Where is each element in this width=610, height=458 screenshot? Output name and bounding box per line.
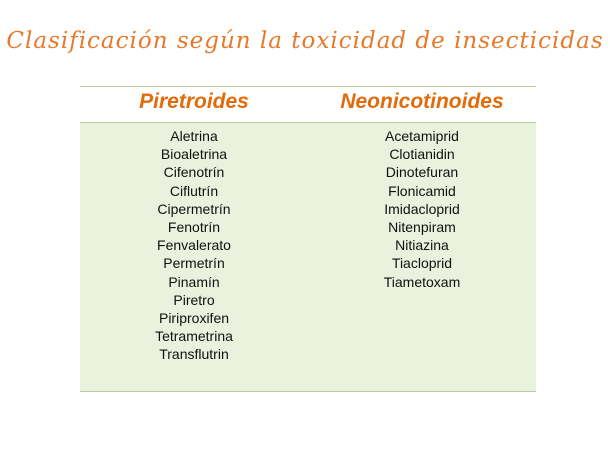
list-item: Transflutrin bbox=[159, 346, 229, 363]
list-item: Nitiazina bbox=[395, 237, 449, 254]
list-item: Aletrina bbox=[170, 128, 218, 144]
list-item: Piretro bbox=[173, 291, 215, 308]
column-header-neonicotinoides: Neonicotinoides bbox=[340, 90, 504, 113]
list-item: Ciflutrín bbox=[169, 182, 219, 199]
neonicotinoides-list bbox=[308, 127, 536, 291]
list-item: Cipermetrín bbox=[157, 200, 231, 217]
list-item: Permetrín bbox=[163, 255, 225, 272]
column-header-piretroides: Piretroides bbox=[139, 90, 249, 113]
list-item: Imidacloprid bbox=[384, 200, 460, 217]
list-item: Pinamín bbox=[168, 273, 220, 290]
list-item: Tiacloprid bbox=[391, 255, 453, 272]
list-item: Nitenpiram bbox=[388, 219, 456, 236]
table-header-row bbox=[80, 86, 536, 123]
list-item: Fenvalerato bbox=[157, 237, 231, 254]
list-item: Flonicamid bbox=[388, 182, 456, 199]
list-item: Bioaletrina bbox=[160, 146, 228, 163]
list-item: Fenotrín bbox=[167, 219, 221, 236]
list-item: Dinotefuran bbox=[385, 164, 459, 181]
list-item: Cifenotrín bbox=[163, 164, 225, 181]
page-title: Clasificación según la toxicidad de insecticidas bbox=[6, 28, 604, 54]
list-item: Piriproxifen bbox=[158, 310, 230, 327]
table-body bbox=[80, 123, 536, 392]
piretroides-list bbox=[80, 127, 308, 364]
list-item: Clotianidin bbox=[389, 146, 455, 163]
classification-table bbox=[80, 86, 536, 392]
list-item: Acetamiprid bbox=[385, 128, 459, 144]
list-item: Tiametoxam bbox=[383, 273, 461, 290]
list-item: Tetrametrina bbox=[155, 328, 233, 345]
